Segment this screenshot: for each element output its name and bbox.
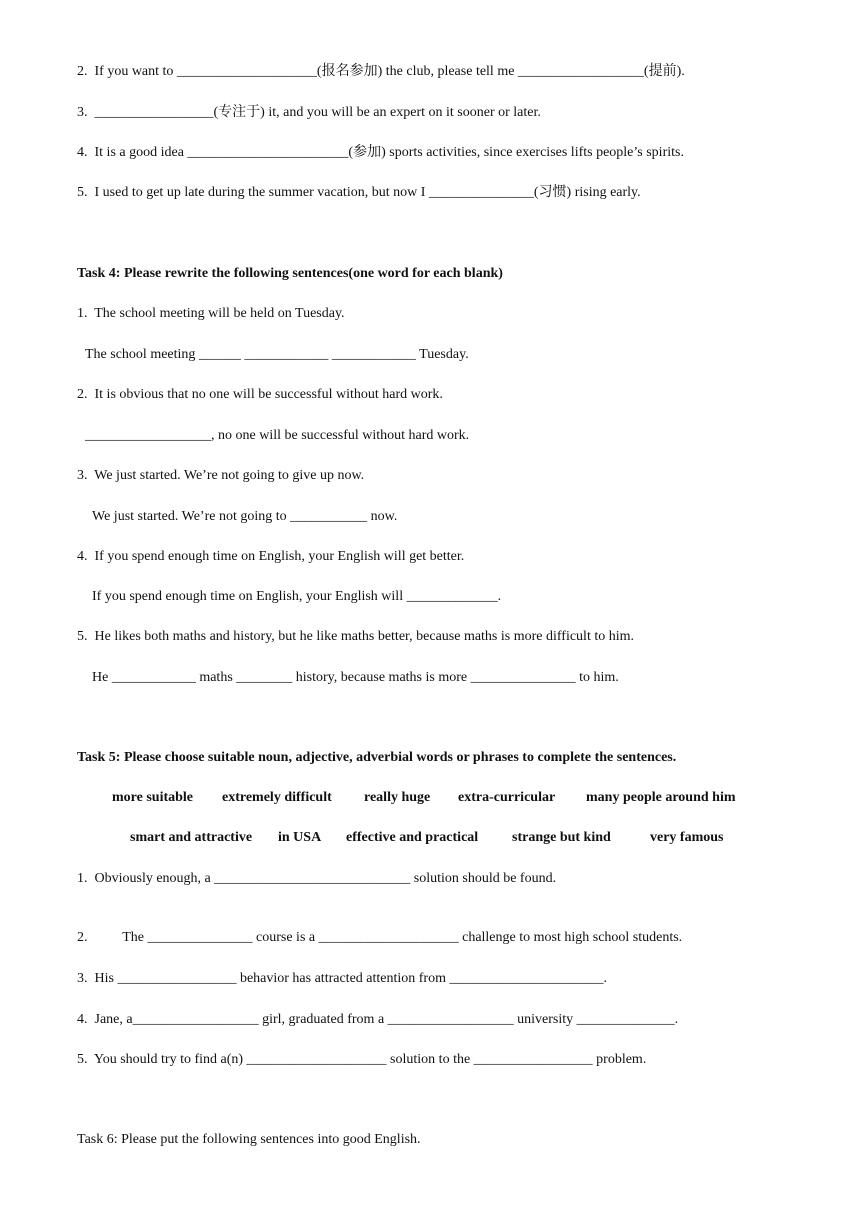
- task4-item-1-rewrite: The school meeting ______ ____________ ____________ Tuesday.: [85, 347, 469, 362]
- task4-title: Task 4: Please rewrite the following sentences(one word for each blank): [77, 266, 503, 281]
- task5-item-2: 2. The _______________ course is a ____________________ challenge to most high school students.: [77, 930, 683, 945]
- task3-item-3: 3. _________________(专注于) it, and you will be an expert on it sooner or later.: [77, 105, 541, 120]
- task3-item-4: 4. It is a good idea _______________________(参加) sports activities, since exercises lifts people’s spirits.: [77, 145, 684, 160]
- task4-item-5-rewrite: He ____________ maths ________ history, because maths is more _______________ to him.: [92, 670, 619, 685]
- task4-item-2-original: 2. It is obvious that no one will be successful without hard work.: [77, 387, 443, 402]
- task5-item-5: 5. You should try to find a(n) ____________________ solution to the _________________ problem.: [77, 1052, 647, 1067]
- task4-item-4-original: 4. If you spend enough time on English, your English will get better.: [77, 549, 465, 564]
- word-bank-item: smart and attractive: [130, 830, 253, 845]
- word-bank-item: many people around him: [586, 790, 736, 805]
- word-bank-item: effective and practical: [346, 830, 479, 845]
- word-bank-item: extremely difficult: [222, 790, 332, 805]
- word-bank-item: in USA: [278, 830, 322, 845]
- task4-item-1-original: 1. The school meeting will be held on Tuesday.: [77, 306, 345, 321]
- task5-item-4: 4. Jane, a__________________ girl, graduated from a __________________ university ______________.: [77, 1012, 679, 1027]
- task4-item-5-original: 5. He likes both maths and history, but he like maths better, because maths is more difficult to him.: [77, 629, 634, 644]
- word-bank-item: really huge: [364, 790, 431, 805]
- task3-item-2: 2. If you want to ____________________(报名参加) the club, please tell me __________________(提前).: [77, 64, 685, 79]
- task4-item-2-rewrite: __________________, no one will be successful without hard work.: [85, 428, 470, 443]
- word-bank-row-2: [0, 830, 860, 848]
- task3-item-5: 5. I used to get up late during the summer vacation, but now I _______________(习惯) rising early.: [77, 185, 641, 200]
- word-bank-item: very famous: [650, 830, 724, 845]
- word-bank-item: strange but kind: [512, 830, 611, 845]
- word-bank-row-1: [0, 790, 860, 808]
- task5-item-1: 1. Obviously enough, a ____________________________ solution should be found.: [77, 871, 557, 886]
- task4-item-3-original: 3. We just started. We’re not going to give up now.: [77, 468, 365, 483]
- task4-item-3-rewrite: We just started. We’re not going to ___________ now.: [92, 509, 398, 524]
- task5-item-3: 3. His _________________ behavior has attracted attention from ______________________.: [77, 971, 607, 986]
- word-bank-item: more suitable: [112, 790, 194, 805]
- word-bank-item: extra-curricular: [458, 790, 556, 805]
- task6-title: Task 6: Please put the following sentences into good English.: [77, 1132, 421, 1147]
- task5-title: Task 5: Please choose suitable noun, adjective, adverbial words or phrases to complete the sentences.: [77, 750, 677, 765]
- task4-item-4-rewrite: If you spend enough time on English, your English will _____________.: [92, 589, 502, 604]
